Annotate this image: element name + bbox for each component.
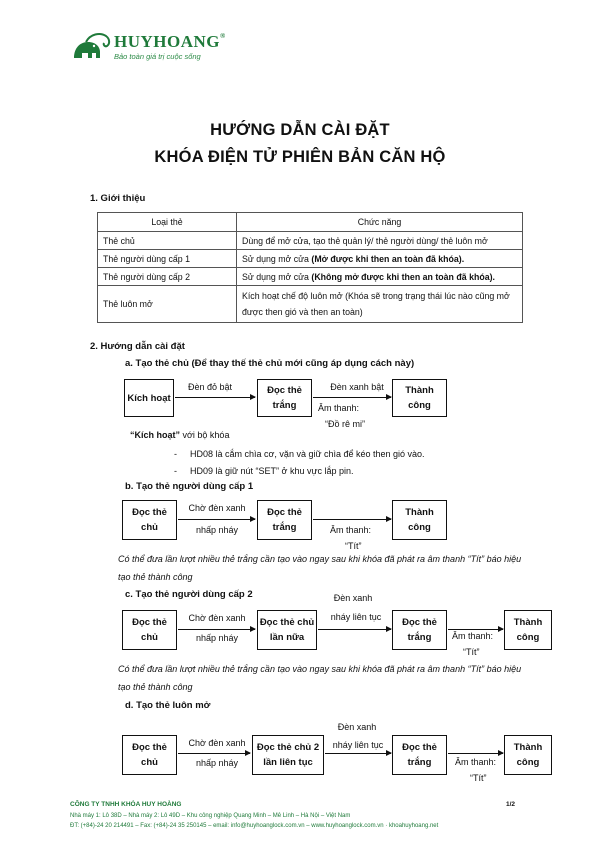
flow-d-box-success: Thành công — [504, 735, 552, 775]
table-cell: Thẻ chủ — [98, 232, 237, 250]
brand-slogan: Bảo toàn giá trị cuộc sống — [114, 52, 201, 61]
table-cell: Sử dụng mở cửa (Mở được khi then an toàn đã khóa). — [237, 250, 523, 268]
step-b-heading: b. Tạo thẻ người dùng cấp 1 — [125, 481, 254, 492]
flow-d-arrow-label: Chờ đèn xanh — [188, 738, 246, 748]
flow-d-sound-value: “Tít” — [470, 773, 487, 783]
flow-d-box-read-blank: Đọc thẻ trắng — [392, 735, 447, 775]
table-row — [98, 268, 523, 286]
step-c-heading: c. Tạo thẻ người dùng cấp 2 — [125, 589, 253, 600]
flow-a-arrow-label: Đèn đỏ bật — [187, 382, 233, 392]
card-types-table — [97, 212, 523, 323]
flow-c-arrow-label: nháy liên tục — [330, 612, 382, 622]
flow-c-box-read-blank: Đọc thẻ trắng — [392, 610, 447, 650]
flow-c-arrow-label: Đèn xanh — [333, 593, 373, 603]
flow-arrow — [178, 629, 255, 630]
flow-arrow — [448, 753, 503, 754]
page-number: 1/2 — [506, 801, 516, 808]
table-cell: Kích hoạt chế độ luôn mở (Khóa sẽ trong trạng thái lúc nào cũng mở được then gió và then an toàn) — [237, 286, 523, 323]
activate-note: “Kích hoạt” với bộ khóa — [130, 430, 230, 440]
table-cell: Sử dụng mở cửa (Không mở được khi then an toàn đã khóa). — [237, 268, 523, 286]
table-row — [98, 250, 523, 268]
flow-arrow — [178, 753, 250, 754]
footer-company: CÔNG TY TNHH KHÓA HUY HOÀNG — [70, 801, 182, 808]
company-logo — [70, 30, 250, 66]
page-title-line-2: KHÓA ĐIỆN TỬ PHIÊN BẢN CĂN HỘ — [154, 148, 446, 166]
flow-c-box-success: Thành công — [504, 610, 552, 650]
footer-contact: ĐT: (+84)-24 20 214491 – Fax: (+84)-24 35 250145 – email: info@huyhoanglock.com.vn – www.huyhoanglock.com.vn · khoahuyhoang.net — [70, 823, 439, 829]
bullet-dash: - — [174, 466, 177, 476]
flow-d-arrow-label: Đèn xanh — [337, 722, 377, 732]
step-c-note: Có thể đưa lần lượt nhiều thẻ trắng cần tạo vào ngay sau khi khóa đã phát ra âm thanh “Tít” báo hiệu tạo thẻ thành công — [118, 664, 522, 692]
footer-address: Nhà máy 1: Lô 38D – Nhà máy 2: Lô 49D – Khu công nghiệp Quang Minh – Mê Linh – Hà Nội – Việt Nam — [70, 813, 351, 819]
flow-d-sound-label: Âm thanh: — [455, 757, 497, 767]
flow-c-arrow-label: Chờ đèn xanh — [188, 613, 246, 623]
flow-b-box-success: Thành công — [392, 500, 447, 540]
flow-arrow — [318, 629, 391, 630]
flow-a-sound-label: Âm thanh: — [318, 403, 360, 413]
flow-arrow — [175, 397, 255, 398]
table-cell: Thẻ người dùng cấp 2 — [98, 268, 237, 286]
flow-arrow — [325, 753, 391, 754]
table-row — [98, 286, 523, 323]
bullet-item: HD09 là giữ nút “SET” ở khu vực lắp pin. — [190, 466, 354, 476]
flow-d-box-read-master-twice: Đọc thẻ chủ 2 lần liên tục — [252, 735, 324, 775]
table-header: Chức năng — [237, 213, 523, 232]
table-cell: Thẻ người dùng cấp 1 — [98, 250, 237, 268]
flow-a-arrow-label: Đèn xanh bật — [330, 382, 384, 392]
page-title-line-1: HƯỚNG DẪN CÀI ĐẶT — [210, 121, 390, 139]
flow-d-arrow-label: nháy liên tục — [332, 740, 384, 750]
flow-d-arrow-label: nhấp nháy — [195, 758, 239, 768]
flow-arrow — [448, 629, 503, 630]
flow-arrow — [178, 519, 255, 520]
flow-b-sound-label: Âm thanh: — [330, 525, 372, 535]
flow-b-box-read-blank: Đọc thẻ trắng — [257, 500, 312, 540]
table-cell: Dùng để mở cửa, tạo thẻ quản lý/ thẻ người dùng/ thẻ luôn mở — [237, 232, 523, 250]
step-a-heading: a. Tạo thẻ chủ (Để thay thế thẻ chủ mới cũng áp dụng cách này) — [125, 358, 415, 369]
flow-a-box-success: Thành công — [392, 379, 447, 417]
flow-b-arrow-label: Chờ đèn xanh — [188, 503, 246, 513]
step-d-heading: d. Tạo thẻ luôn mở — [125, 700, 211, 711]
flow-c-arrow-label: nhấp nháy — [195, 633, 239, 643]
section-2-heading: 2. Hướng dẫn cài đặt — [90, 341, 185, 352]
flow-c-sound-value: “Tít” — [463, 647, 480, 657]
flow-arrow — [313, 397, 391, 398]
flow-a-box-activate: Kích hoạt — [124, 379, 174, 417]
bullet-dash: - — [174, 449, 177, 459]
table-header-row — [98, 213, 523, 232]
brand-name: HUYHOANG® — [114, 32, 226, 51]
flow-d-box-read-master: Đọc thẻ chủ — [122, 735, 177, 775]
flow-c-sound-label: Âm thanh: — [452, 631, 494, 641]
section-1-heading: 1. Giới thiệu — [90, 193, 146, 204]
flow-b-arrow-label: nhấp nháy — [195, 525, 239, 535]
flow-a-box-read-blank: Đọc thẻ trắng — [257, 379, 312, 417]
table-row — [98, 232, 523, 250]
flow-arrow — [313, 519, 391, 520]
flow-c-box-read-master-again: Đọc thẻ chủ lần nữa — [257, 610, 317, 650]
elephant-logo-icon — [70, 30, 112, 64]
table-cell: Thẻ luôn mở — [98, 286, 237, 323]
flow-c-box-read-master: Đọc thẻ chủ — [122, 610, 177, 650]
table-header: Loại thẻ — [98, 213, 237, 232]
step-b-note: Có thể đưa lần lượt nhiều thẻ trắng cần tạo vào ngay sau khi khóa đã phát ra âm thanh “Tít” báo hiệu tạo thẻ thành công — [118, 554, 522, 582]
bullet-item: HD08 là cắm chìa cơ, vặn và giữ chìa để kéo then gió vào. — [190, 449, 425, 459]
flow-b-box-read-master: Đọc thẻ chủ — [122, 500, 177, 540]
flow-a-sound-value: “Đồ rê mi” — [325, 419, 365, 429]
flow-b-sound-value: “Tít” — [345, 541, 362, 551]
